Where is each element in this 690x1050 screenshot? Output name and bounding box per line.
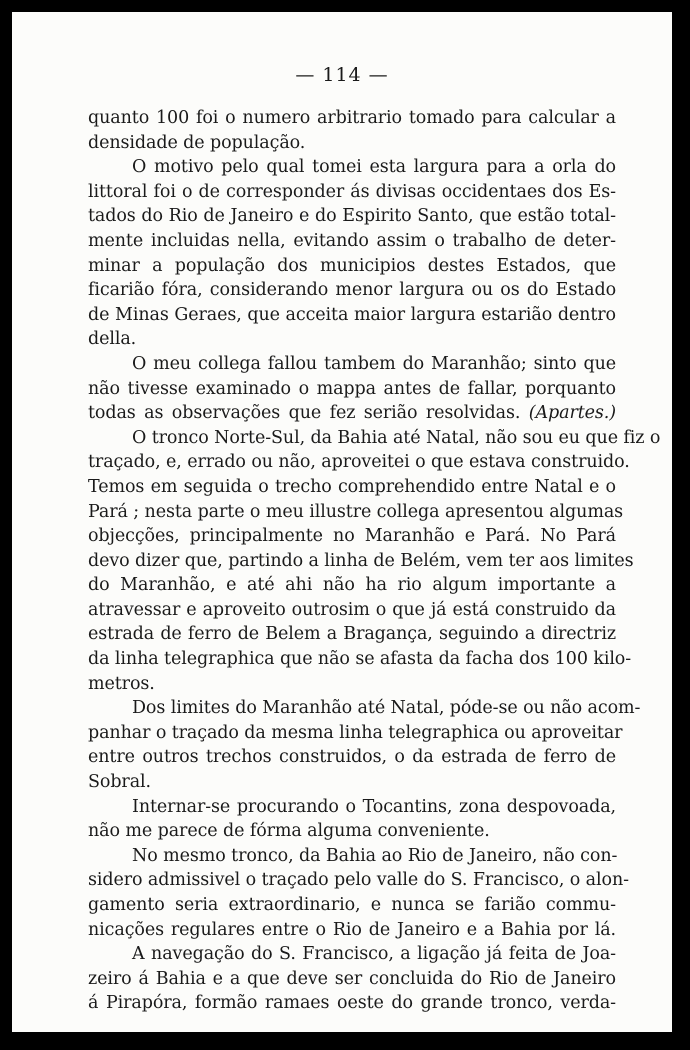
text-line bbox=[88, 303, 616, 328]
text-line bbox=[88, 401, 616, 426]
text-line bbox=[88, 204, 616, 229]
text-line-content: quanto 100 foi o numero arbitrario tomado para calcular a bbox=[88, 108, 616, 128]
text-line-content: do Maranhão, e até ahi não ha rio algum importante a bbox=[88, 575, 616, 596]
text-line-content: da linha telegraphica que não se afasta da facha dos 100 kilo- bbox=[88, 649, 632, 670]
text-line bbox=[88, 180, 616, 205]
text-line-content: minar a população dos municipios destes Estados, que bbox=[88, 255, 616, 276]
text-line bbox=[88, 942, 616, 967]
text-line-content: No mesmo tronco, da Bahia ao Rio de Janeiro, não con- bbox=[132, 845, 618, 866]
text-line bbox=[88, 844, 616, 869]
text-line-content: Sobral. bbox=[88, 772, 151, 793]
text-line bbox=[88, 278, 616, 303]
text-line-content: traçado, e, errado ou não, aproveitei o que estava construido. bbox=[88, 452, 630, 473]
text-line-content: O meu collega fallou tambem do Maranhão; sinto que bbox=[132, 353, 616, 374]
text-line bbox=[88, 745, 616, 770]
text-line-content: metros. bbox=[88, 673, 155, 694]
text-line bbox=[88, 475, 616, 500]
text-line-content: de Minas Geraes, que acceita maior largura estarião dentro bbox=[88, 304, 616, 325]
body-text bbox=[88, 106, 661, 1016]
text-line-content: Temos em seguida o trecho comprehendido entre Natal e o bbox=[88, 476, 616, 497]
text-line bbox=[88, 155, 616, 180]
text-line bbox=[88, 991, 616, 1016]
text-line-content: sidero admissivel o traçado pelo valle do S. Francisco, o alon- bbox=[88, 870, 629, 891]
text-line bbox=[88, 254, 616, 279]
text-line bbox=[88, 967, 616, 992]
text-line-content: O motivo pelo qual tomei esta largura para a orla do bbox=[132, 157, 616, 178]
text-line bbox=[88, 893, 616, 918]
text-line-content: ficarião fóra, considerando menor largura ou os do Estado bbox=[88, 280, 616, 301]
text-line-content: nicações regulares entre o Rio de Janeiro e a Bahia por lá. bbox=[88, 919, 616, 940]
text-line bbox=[88, 450, 630, 475]
text-line bbox=[88, 377, 616, 402]
text-line-content: panhar o traçado da mesma linha telegraphica ou aproveitar bbox=[88, 722, 623, 743]
text-line bbox=[88, 819, 616, 844]
text-line-content: entre outros trechos construidos, o da estrada de ferro de bbox=[88, 747, 616, 768]
italic-annotation: (Apartes.) bbox=[528, 403, 616, 424]
text-line-content: zeiro á Bahia e a que deve ser concluida do Rio de Janeiro bbox=[88, 968, 616, 989]
text-line bbox=[88, 229, 616, 254]
text-line bbox=[88, 131, 616, 156]
text-line-content: Dos limites do Maranhão até Natal, póde-se ou não acom- bbox=[132, 698, 641, 719]
text-line bbox=[88, 524, 616, 549]
text-line bbox=[88, 918, 616, 943]
text-line-content: O tronco Norte-Sul, da Bahia até Natal, não sou eu que fiz o bbox=[132, 427, 661, 448]
text-line bbox=[88, 549, 634, 574]
text-line-content: não me parece de fórma alguma conveniente. bbox=[88, 821, 490, 842]
text-line bbox=[88, 598, 616, 623]
text-line-content: mente incluidas nella, evitando assim o trabalho de deter- bbox=[88, 230, 616, 251]
text-line bbox=[88, 426, 661, 451]
text-line-content: Internar-se procurando o Tocantins, zona despovoada, bbox=[132, 796, 616, 817]
text-line-content: devo dizer que, partindo a linha de Belém, vem ter aos limites bbox=[88, 550, 634, 571]
text-line-content: Pará ; nesta parte o meu illustre collega apresentou algumas bbox=[88, 501, 624, 522]
text-line bbox=[88, 868, 629, 893]
text-line bbox=[88, 352, 616, 377]
text-line bbox=[88, 500, 624, 525]
text-line bbox=[88, 106, 616, 131]
text-line bbox=[88, 647, 632, 672]
text-line-content: objecções, principalmente no Maranhão e Pará. No Pará bbox=[88, 526, 616, 547]
text-line-content: della. bbox=[88, 329, 137, 350]
text-line bbox=[88, 672, 616, 697]
text-line bbox=[88, 327, 616, 352]
text-line-content: não tivesse examinado o mappa antes de fallar, porquanto bbox=[88, 378, 616, 399]
text-line-content: estrada de ferro de Belem a Bragança, seguindo a directriz bbox=[88, 624, 616, 645]
text-line bbox=[88, 622, 616, 647]
text-line-content: littoral foi o de corresponder ás divisas occidentaes dos Es- bbox=[88, 181, 616, 202]
text-line-content: gamento seria extraordinario, e nunca se farião commu- bbox=[88, 895, 616, 915]
text-line bbox=[88, 721, 623, 746]
text-line bbox=[88, 573, 616, 598]
text-line bbox=[88, 770, 616, 795]
text-line-content: todas as observações que fez serião resolvidas. bbox=[88, 403, 521, 424]
text-line-content: á Pirapóra, formão ramaes oeste do grande tronco, verda- bbox=[88, 993, 616, 1014]
text-line-content: densidade de população. bbox=[88, 132, 306, 153]
text-line bbox=[88, 795, 616, 820]
text-line bbox=[88, 696, 641, 721]
text-line-content: tados do Rio de Janeiro e do Espirito Santo, que estão total- bbox=[88, 206, 616, 227]
text-line-content: atravessar e aproveito outrosim o que já está construido da bbox=[88, 599, 616, 620]
text-line-content: A navegação do S. Francisco, a ligação já feita de Joa- bbox=[132, 944, 616, 965]
page-number: — 114 — bbox=[295, 64, 389, 86]
page bbox=[12, 12, 672, 1032]
